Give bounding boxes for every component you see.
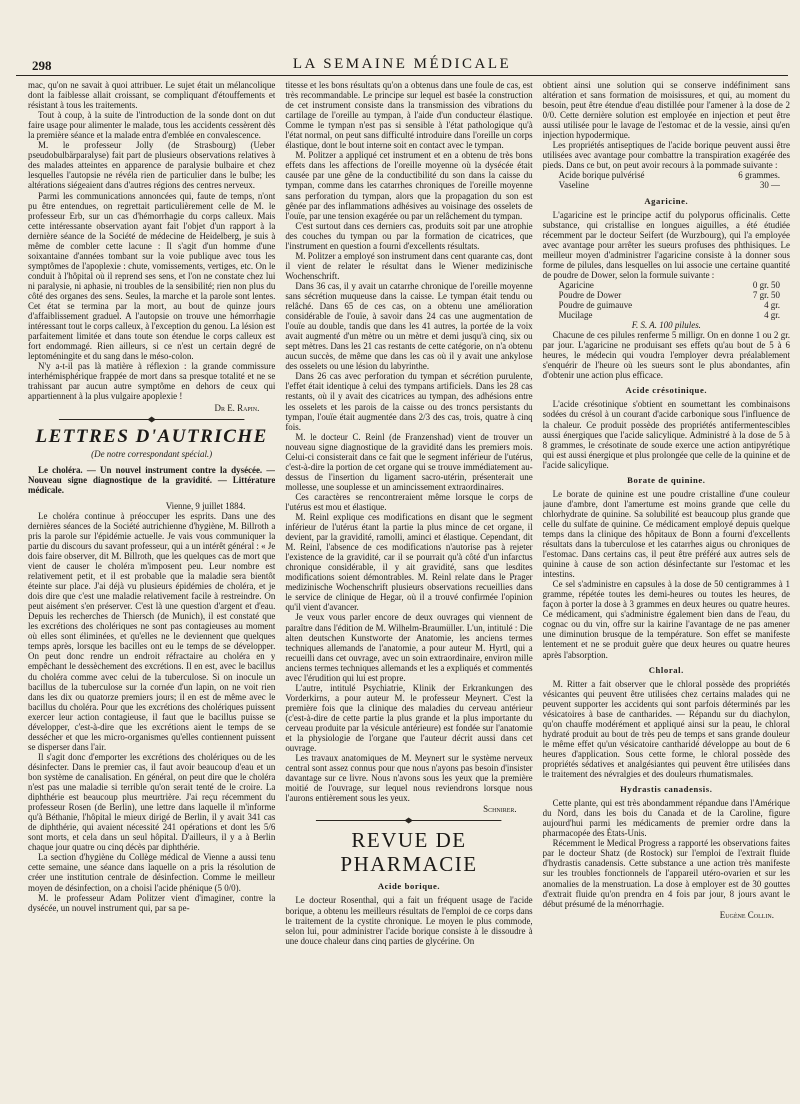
paragraph: C'est surtout dans ces derniers cas, produits soit par une atrophie des couches du tympan ou par la formation de cicatrices, que l'instrument en question a fourni d'excellents résultats.: [285, 220, 533, 251]
paragraph: M. le professeur Adam Politzer vient d'imaginer, contre la dysécée, un nouvel instrument qui, par sa pe-: [28, 892, 276, 913]
quantity: 4 gr.: [764, 310, 780, 321]
page-header: [16, 56, 788, 76]
subheading: Agaricine.: [644, 195, 689, 206]
prescription-line: [543, 280, 790, 290]
section-title: LETTRES D'AUTRICHE: [35, 425, 268, 447]
ingredient: Agaricine: [558, 279, 594, 290]
paragraph: L'autre, intitulé Psychiatrie, Klinik der Erkrankungen des Vorderkirns, a pour auteur M. le professeur Meynert. C'est la première fois que la clinique des maladies du cerveau antérieur (c'est-à-dire de cette partie la plus grande et la plus importante du cerveau produite par la vésicule antérieure) est fondée sur l'anatomie et la physiologie de l'organe que l'auteur décrit aussi dans cet ouvrage.: [285, 682, 533, 754]
paragraph: Je veux vous parler encore de deux ouvrages qui viennent de paraître dans l'édition de M. Wilhelm-Braumüller. L'un, intitulé : Die alten deutschen Kunstworte der Anatomie, les anciens termes techniques allemands de l'anatomie, a pour auteur M. Hyrtl, qui a recueilli dans cet ouvrage, avec un soin extraordinaire, environ mille anciens termes techniques allemands et les a expliqués et commentés avec l'érudition qui lui est propre.: [285, 612, 533, 683]
prescription-line: [543, 170, 790, 180]
paragraph: M. Ritter a fait observer que le chloral possède des propriétés vésicantes qui peuvent être utilisées chez certains malades qui ne peuvent supporter les accidents qui sont parfois déterminés par les vésicatoires à base de cantharides. — Répandu sur du diachylon, qu'on chauffe modérément et appliqué ainsi sur la peau, le chloral hydraté produit au bout de très peu de temps et sans grande douleur le même effet qu'un vésicatoire cantharidé développe au bout de 6 heures d'application. Sous cette forme, le chloral possède des propriétés sédatives et analgésiantes qui peuvent être utilisées dans le traitement des névralgies et des douleurs rhumatismales.: [542, 678, 790, 780]
paragraph: mac, qu'on ne savait à quoi attribuer. Le sujet était un mélancolique dont la faiblesse allait croissant, se compliquant d'étouffements et résistant à tous les traitements.: [28, 80, 276, 111]
paragraph: Parmi les communications annoncées qui, faute de temps, n'ont pu être entendues, on regrettait particulièrement celle de M. le professeur Erb, sur un cas d'hémorrhagie du corps calleux. Mais cette intéressante observation ayant fait l'objet d'un rapport à la dernière séance de la Société de médecine de Heidelberg, je suis à même de combler cette lacune : Il s'agit d'un homme d'une soixantaine d'années tombant sur la voie publique avec tous les symptômes de l'apoplexie : chute, vomissements, vertiges, etc. On le conduit à l'hôpital où il reprend ses sens, et l'on ne constate chez lui ni paralysie, ni aphasie, ni troubles de la sensibilité; rien non plus du côté des organes des sens. Seules, la marche et la parole sont lentes. Cet état se termina par la mort, au bout de quinze jours d'affaiblissement graduel. A l'autopsie on trouve une hémorrhagie intéressant tout le corps calleux, à l'exception du genou. La lésion est parfaitement limitée et dans toute son étendue le corps calleux est fort endommagé. Rien ailleurs, si ce n'est un certain degré de leptoméningite et du sang dans le méso-colon.: [28, 190, 276, 362]
paragraph: N'y a-t-il pas là matière à réflexion : la grande commissure interhémisphérique frappée de mort dans sa presque totalité et ne se trahissant par aucun autre symptôme en dehors de ceux qui appartiennent à la plus vulgaire apoplexie !: [28, 361, 276, 402]
ingredient: Mucilage: [558, 310, 593, 321]
quantity: 30 —: [759, 180, 780, 191]
section-summary: Le choléra. — Un nouvel instrument contre la dysécée. — Nouveau signe diagnostique de la gravidité. — Littérature médicale.: [28, 464, 276, 495]
signature: Schnirer.: [483, 804, 517, 815]
prescription-line: [543, 310, 790, 320]
ingredient: Poudre de guimauve: [558, 299, 633, 310]
page-number: 298: [32, 58, 52, 73]
paragraph: Tout à coup, à la suite de l'introduction de la sonde dont on dut faire usage pour alimenter le malade, tous les accidents cessèrent dès la première séance et la malade entra d'emblée en convalescence.: [28, 110, 276, 141]
subheading: Acide borique.: [377, 881, 441, 892]
paragraph: Les propriétés antiseptiques de l'acide borique peuvent aussi être utilisées avec avantage pour combattre la transpiration exagérée des pieds. Dans ce but, on peut avoir recours à la pommade suivante :: [542, 140, 790, 171]
paragraph: Dans 36 cas, il y avait un catarrhe chronique de l'oreille moyenne sans sécrétion muqueuse dans la caisse. Le tympan était tendu ou relâché. Dans 65 de ces cas, on a obtenu une amélioration considérable de l'ouïe, à savoir dans 24 cas une augmentation de l'ouïe au double, tandis que dans les 41 autres, la portée de la voix avait augmenté d'un mètre ou un mètre et demi jusqu'à cinq, six ou sept mètres. Dans les 21 cas restants de cette catégorie, on n'a obtenu aucun succès, de même que dans les cas où il y avait une ankylose des osselets ou une lésion du labyrinthe.: [285, 280, 533, 372]
section-title: REVUE DE PHARMACIE: [340, 828, 478, 877]
subheading: Hydrastis canadensis.: [620, 784, 713, 795]
prescription-line: [543, 300, 790, 310]
paragraph: La section d'hygiène du Collège médical de Vienne a aussi tenu cette semaine, une séance dans laquelle on a pris la résolution de créer une institution centrale de désinfection. Comme le meilleur moyen de désinfection, on a choisi l'acide phénique (5 0/0).: [28, 852, 276, 893]
paragraph: M. Politzer a employé son instrument dans cent quarante cas, dont il vient de relater le résultat dans le Wiener medizinische Wochenschrift.: [285, 250, 533, 281]
prescription-line: [543, 180, 790, 190]
paragraph: M. Reinl explique ces modifications en disant que le segment inférieur de l'utérus étant la partie la plus mince de cet organe, il devient, par la gravidité, ramolli, aminci et élastique. Cependant, dit M. Reinl, l'absence de ces modifications n'autorise pas à rejeter l'existence de la gravidité, car il se pourrait qu'à côté d'un infarctus chronique considérable, il y ait gravidité, sans que lesdites modifications soient démontrables. M. Reinl relate dans le Prager medizinische Wochenschrift plusieurs observations recueillies dans le service de clinique de Hegar, où il a trouvé confirmée l'opinion qu'il vient d'avancer.: [285, 512, 533, 613]
paragraph: Ce sel s'administre en capsules à la dose de 50 centigrammes à 1 gramme, répétée toutes les demi-heures ou toutes les heures, de façon à porter la dose à 3 grammes en deux heures ou quatre heures. Ce médicament, qui s'administre également bien dans de l'eau, du cognac ou du vin, offre sur la kairine l'avantage de ne pas amener une diminution brusque de la température. Son effet se manifeste lentement et ne se produit guère que deux heures ou quatre heures après l'absorption.: [542, 579, 790, 660]
paragraph: M. le docteur C. Reinl (de Franzenshad) vient de trouver un nouveau signe diagnostique de la gravidité dans les premiers mois. Celui-ci consisterait dans ce fait que le segment inférieur de l'utérus, c'est-à-dire la portion de cet organe qui se trouve immédiatement au-dessus de l'insertion du ligament sacro-utérin, présenterait une mollesse, une souplesse et un amincissement extraordinaires.: [285, 431, 533, 492]
paragraph: obtient ainsi une solution qui se conserve indéfiniment sans altération et sans formation de moisissures, et qui, au moment du besoin, peut être étendue d'eau distillée pour l'amener à la dose de 2 0/0. Cette dernière solution est employée en injection et peut être aussi utilisée pour le lavage de l'estomac et de la vessie, ainsi qu'en injection hypodermique.: [542, 80, 790, 141]
subheading: Acide crésotinique.: [625, 385, 708, 396]
paragraph: titesse et les bons résultats qu'on a obtenus dans une foule de cas, est très recommandable. Le principe sur lequel est basée la construction de cet instrument consiste dans la transmission des vibrations du cartilage de l'oreille au tympan, à l'aide d'un conducteur élastique. Comme le tympan n'est pas si sensible à l'état pathologique qu'à l'état normal, on peut sans difficulté introduire dans l'oreille un corps élastique, dont le bout interne soit en contact avec le tympan.: [285, 80, 533, 151]
column-3: [543, 80, 790, 1100]
signature: Dr E. Rapin.: [214, 402, 260, 413]
paragraph: Le docteur Rosenthal, qui a fait un fréquent usage de l'acide borique, a obtenu les meilleurs résultats de l'emploi de ce corps dans le traitement de la cystite chronique. Le moyen le plus commode, selon lui, pour administrer l'acide borique consiste à le dissoudre à une douce chaleur dans cinq parties de glycérine. On: [285, 895, 533, 946]
section-subtitle: (De notre correspondant spécial.): [91, 448, 213, 459]
prescription-note: F. S. A. 100 pilules.: [631, 320, 701, 331]
section-divider: [28, 416, 275, 423]
paragraph: M. le professeur Jolly (de Strasbourg) (Ueber pseudobulbärparalyse) fait part de plusieurs observations relatives à des malades atteintes en apparence de paralysie bulbaire et chez lesquelles l'autopsie ne révéla rien de particulier dans le bulbe; les altérations siégeaient dans d'autres régions des centres nerveux.: [28, 140, 276, 191]
quantity: 0 gr. 50: [752, 279, 780, 290]
paragraph: Les travaux anatomiques de M. Meynert sur le système nerveux central sont assez connus pour que nous n'ayons pas besoin d'insister davantage sur ce livre. Nous n'avons sous les yeux que la première moitié de l'ouvrage, sur lequel nous reviendrons lorsque nous l'aurons entièrement sous les yeux.: [285, 753, 533, 804]
journal-title: LA SEMAINE MÉDICALE: [292, 56, 512, 72]
quantity: 4 gr.: [764, 299, 780, 310]
ingredient: Acide borique pulvérisé: [558, 170, 645, 181]
ingredient: Vaseline: [558, 180, 589, 191]
section-divider: [285, 817, 532, 824]
paragraph: Le borate de quinine est une poudre cristalline d'une couleur jaune d'ambre, dont l'amertume est moins grande que celle du chlorhydrate de quinine. Sa solubilité est beaucoup plus grande que celle du sulfate de quinine. Ce médicament employé depuis quelque temps dans la clinique des hôpitaux de Bonn a fourni d'excellents résultats dans la tuberculose et les catarrhes aigus ou chroniques de l'estomac. Dans certains cas, il peut être préféré aux autres sels de quinine à cause de son action désinfectante sur l'estomac et les intestins.: [542, 488, 790, 580]
paragraph: Chacune de ces pilules renferme 5 milligr. On en donne 1 ou 2 gr. par jour. L'agaricine ne produisant ses effets qu'au bout de 5 à 6 heures, le médecin qui voudra l'employer devra préalablement s'enquérir de l'heure où les sueurs sont le plus abondantes, afin d'obtenir une action plus efficace.: [542, 330, 790, 381]
prescription-line: [543, 290, 790, 300]
paragraph: M. Politzer a appliqué cet instrument et en a obtenu de très bons effets dans les affections de l'oreille moyenne où la dysécée était causée par une gêne de la conductibilité du son dans la caisse du tympan, comme dans les catarrhes chroniques de l'oreille moyenne sans perforation du tympan, alors que la propagation du son est gênée par des inflammations adhésives au voisinage des osselets de l'ouïe, par une tension exagérée ou par un relâchement du tympan.: [285, 150, 533, 221]
paragraph: Le choléra continue à préoccuper les esprits. Dans une des dernières séances de la Société autrichienne d'hygiène, M. Billroth a pris la parole sur l'épidémie actuelle. Je vais vous communiquer la partie du discours du savant professeur, qui a un intérêt général : « Je dois faire observer, dit M. Billroth, que les quelques cas de mort que vient de causer le choléra m'imposent peu. Leur nombre est relativement petit, et il est probable que la maladie sera bientôt éteinte sur place. J'ai déjà vu plusieurs épidémies de choléra, et je dois dire que c'est une maladie relativement facile à restreindre. On peut aisément s'en préserver. C'est là une question d'argent et d'eau. Depuis les recherches de Thiersch (de Munich), il est constaté que les excrétions des cholériques ne sont pas contagieuses au moment où elles sont éliminées, et qu'elles ne le deviennent que quelques temps après, lorsque les bacilles ont eu le temps de se développer. On peut donc rendre un endroit réfractaire au choléra en y empêchant le dessèchement des excrétions. Il en est, avec le bacillus du choléra comme avec celui de la tuberculose. Si on inocule un bacillus de la tuberculose sur la cornée d'un lapin, on ne voit rien dans les dix ou quatorze premiers jours; il en est de même avec le bacillus du choléra. Pour que les excrétions des cholériques puissent exercer leur action contagieuse, il faut que le bacillus puisse se développer, c'est-à-dire que les excrétions aient le temps de se dessécher et que les micro-organismes qu'elles contiennent puissent se disperser dans l'air.: [28, 510, 276, 752]
ingredient: Poudre de Dower: [558, 289, 622, 300]
paragraph: Récemment le Medical Progress a rapporté les observations faites par le docteur Shatz (de Rostock) sur l'emploi de l'extrait fluide d'hydrastis canadensis. Cette substance a une action très manifeste sur les troubles fonctionnels de l'appareil utéro-ovarien et sur les anomalies de la menstruation. La dose à employer est de 30 gouttes d'extrait fluide qu'on prendra en 4 fois par jour, 8 jours avant le début présumé de la ménorrhagie.: [542, 838, 790, 909]
column-2: [285, 80, 532, 1100]
paragraph: Ces caractères se rencontreraient même lorsque le corps de l'utérus est mou et élastique.: [285, 491, 533, 512]
paragraph: L'acide crésotinique s'obtient en soumettant les combinaisons sodées du crésol à un courant d'acide carbonique sous l'influence de la chaleur. Ce produit possède des propriétés antifermentescibles aussi énergiques que l'acide salicylique. Administré à la dose de 5 à 8 grammes, le crésotinate de soude exerce une action antipyrétique qui est aussi énergique et plus prolongée que celle de la quinine et de l'acide salicylique.: [542, 399, 790, 470]
paragraph: Dans 26 cas avec perforation du tympan et sécrétion purulente, l'effet était identique à celui des tympans artificiels. Dans les 28 cas restants, où il y avait des cicatrices au tympan, des adhésions entre les osselets et les parois de la caisse ou des troncs persistants du tympan, l'ouïe était augmentée dans 2/3 des cas, trois, quatre à cinq fois.: [285, 371, 533, 432]
place-date: Vienne, 9 juillet 1884.: [165, 500, 246, 511]
subheading: Chloral.: [648, 664, 684, 675]
subheading: Borate de quinine.: [627, 474, 706, 485]
signature: Eugène Collin.: [719, 909, 774, 920]
quantity: 6 grammes.: [738, 170, 780, 181]
quantity: 7 gr. 50: [752, 289, 780, 300]
article-columns: [28, 80, 790, 1100]
paragraph: Cette plante, qui est très abondamment répandue dans l'Amérique du Nord, dans les bois du Canada et de la Caroline, figure aujourd'hui parmi les médicaments de premier ordre dans la pharmacopée des États-Unis.: [542, 798, 790, 839]
column-1: [28, 80, 275, 1100]
paragraph: Il s'agit donc d'emporter les excrétions des cholériques ou de les désinfecter. Dans le premier cas, il faut avoir beaucoup d'eau et un bon système de canalisation. En général, on peut dire que le choléra n'est pas une maladie si terrible qu'on serait tenté de le croire. La diphthérie est beaucoup plus meurtrière. J'ai reçu récemment du professeur Rosen (de Berlin), une lettre dans laquelle il m'informe qu'à Béthanie, l'hôpital le mieux dirigé de Berlin, il y avait 341 cas de diphthérie, qui avaient nécessité 241 opérations et dont les 5/6 sont morts, et cela dans un seul hôpital. D'ailleurs, il y a à Berlin chaque jour quatre ou cinq décès par diphthérie.: [28, 751, 276, 853]
paragraph: L'agaricine est le principe actif du polyporus officinalis. Cette substance, qui cristallise en longues aiguilles, a été étudiée récemment par le docteur Seifert (de Wurzbourg), qui l'a employée avec avantage pour arrêter les sueurs profuses des phthisiques. Le meilleur moyen d'administrer l'agaricine consiste à la donner sous forme de pilules, dans lesquelles on lui associe une certaine quantité de poudre de Dower, selon la formule suivante :: [542, 209, 790, 280]
